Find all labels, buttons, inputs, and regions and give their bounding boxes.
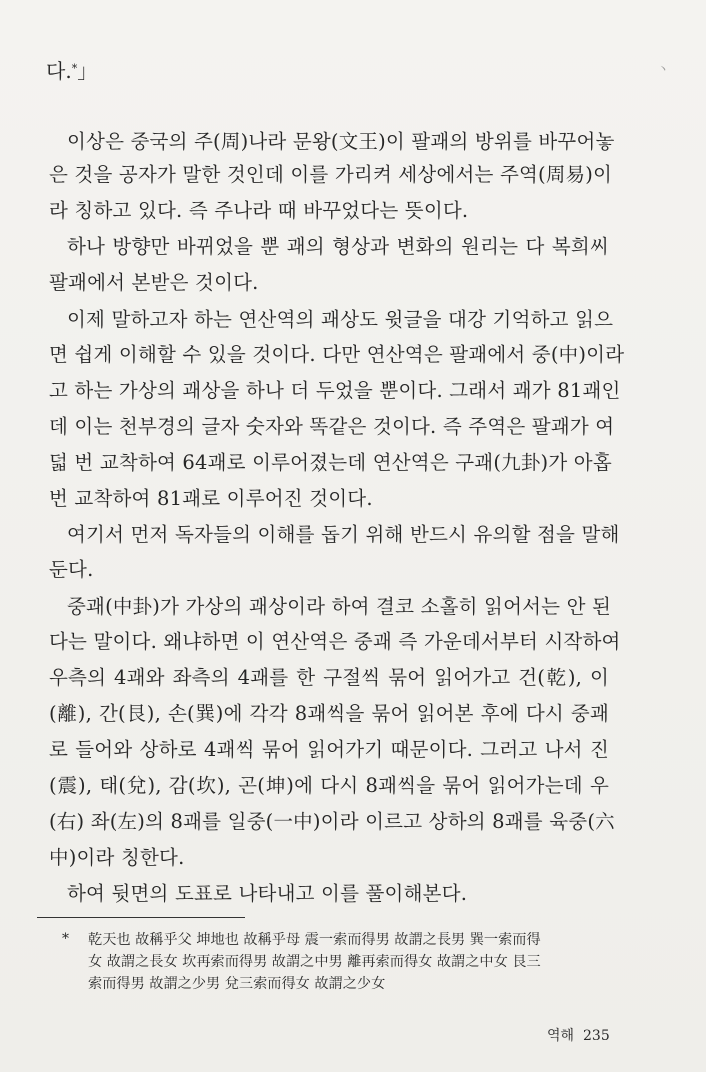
paragraph-line: 라 칭하고 있다. 즉 주나라 때 바꾸었다는 뜻이다. (49, 199, 469, 222)
paragraph-line: 팔괘에서 본받은 것이다. (49, 271, 259, 294)
paragraph-line: 여기서 먼저 독자들의 이해를 돕기 위해 반드시 유의할 점을 말해 (67, 523, 620, 546)
paragraph-line: 이상은 중국의 주(周)나라 문왕(文王)이 팔괘의 방위를 바꾸어놓 (67, 130, 615, 153)
footnote-divider (37, 917, 245, 918)
paragraph-line: 하여 뒷면의 도표로 나타내고 이를 풀이해본다. (67, 882, 468, 905)
footnote-line: 索而得男 故謂之少男 兌三索而得女 故謂之少女 (88, 976, 386, 992)
corner-speck: 丶 (657, 62, 670, 76)
paragraph-line: 중괘(中卦)가 가상의 괘상이라 하여 결코 소홀히 읽어서는 안 된 (67, 595, 612, 618)
paragraph-line: 하나 방향만 바뀌었을 뿐 괘의 형상과 변화의 원리는 다 복희씨 (67, 235, 609, 258)
paragraph-line: (離), 간(艮), 손(巽)에 각각 8괘씩을 묶어 읽어본 후에 다시 중괘 (49, 702, 609, 725)
paragraph-line: 다는 말이다. 왜냐하면 이 연산역은 중괘 즉 가운데서부터 시작하여 (49, 630, 621, 653)
paragraph-line: 번 교착하여 81괘로 이루어진 것이다. (49, 487, 373, 510)
page-number: 235 (583, 1028, 610, 1044)
paragraph-line: 은 것을 공자가 말한 것인데 이를 가리켜 세상에서는 주역(周易)이 (49, 163, 613, 186)
footnote-reference: * (71, 62, 78, 75)
footnote-line: 女 故謂之長女 坎再索而得男 故謂之中男 離再索而得女 故謂之中女 艮三 (88, 954, 541, 970)
footnote-marker: * (62, 931, 69, 947)
footnote-line: 乾天也 故稱乎父 坤地也 故稱乎母 震一索而得男 故謂之長男 巽一索而得 (88, 932, 541, 948)
paragraph-line: 데 이는 천부경의 글자 숫자와 똑같은 것이다. 즉 주역은 팔괘가 여 (49, 415, 615, 438)
paragraph-line: 고 하는 가상의 괘상을 하나 더 두었을 뿐이다. 그래서 괘가 81괘인 (49, 379, 621, 402)
paragraph-line: 둔다. (49, 558, 94, 581)
paragraph-line: 면 쉽게 이해할 수 있을 것이다. 다만 연산역은 팔괘에서 중(中)이라 (49, 343, 625, 366)
paragraph-line: 中)이라 칭한다. (49, 846, 185, 869)
paragraph-line: 우측의 4괘와 좌측의 4괘를 한 구절씩 묶어 읽어가고 건(乾), 이 (49, 666, 609, 689)
paragraph-line: (震), 태(兌), 감(坎), 곤(坤)에 다시 8괘씩을 묶어 읽어가는데 우 (49, 774, 609, 797)
paragraph-line: 로 들어와 상하로 4괘씩 묶어 읽어가기 때문이다. 그러고 나서 진 (49, 738, 609, 761)
paragraph-line: 이제 말하고자 하는 연산역의 괘상도 윗글을 대강 기억하고 읽으 (67, 308, 614, 331)
closing-quote: 」 (77, 59, 98, 83)
paragraph-line: (右) 좌(左)의 8괘를 일중(一中)이라 이르고 상하의 8괘를 육중(六 (49, 810, 615, 833)
continued-text: 다. (46, 59, 72, 83)
running-footer-title: 역해 (547, 1028, 575, 1044)
continued-text-line (46, 56, 97, 86)
paragraph-line: 덟 번 교착하여 64괘로 이루어졌는데 연산역은 구괘(九卦)가 아홉 (49, 451, 612, 474)
